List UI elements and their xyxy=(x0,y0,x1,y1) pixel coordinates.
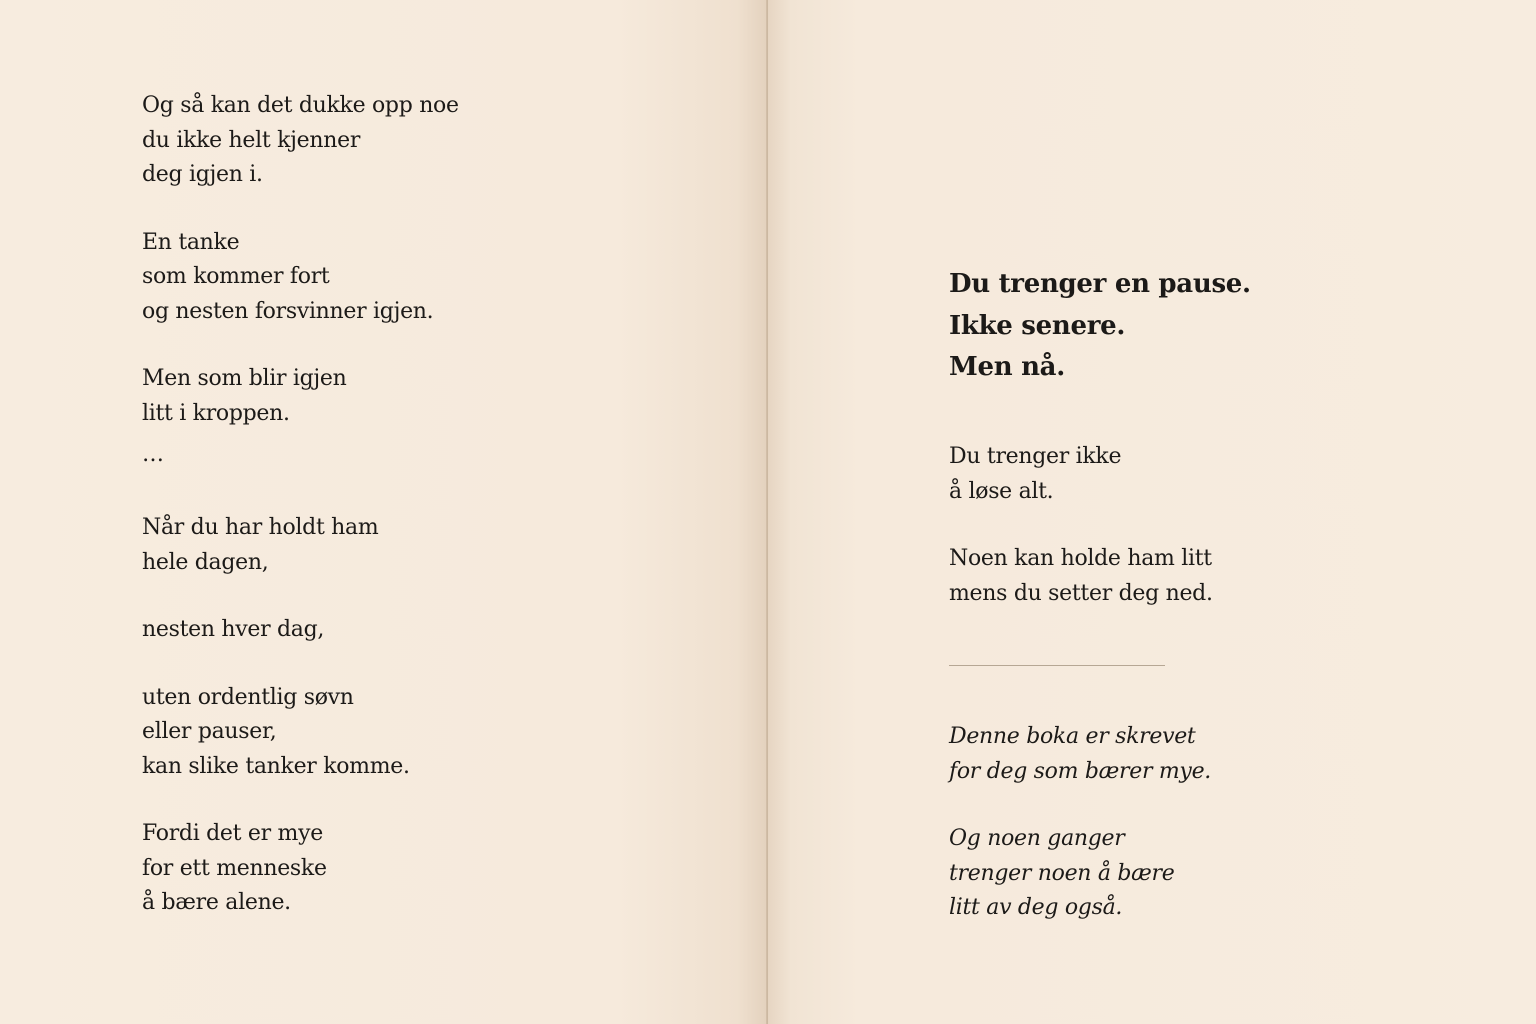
poem-line: Når du har holdt ham xyxy=(142,515,379,540)
poem-line: nesten hver dag, xyxy=(142,617,325,642)
poem-line: for ett menneske xyxy=(142,855,327,881)
poem-line: litt i kroppen. xyxy=(142,400,290,426)
poem-line: Og så kan det dukke opp noe xyxy=(142,93,459,118)
stanza xyxy=(142,511,459,580)
poem-line: og nesten forsvinner igjen. xyxy=(142,298,434,324)
poem-line: Fordi det er mye xyxy=(142,821,323,846)
dedication-line: Og noen ganger xyxy=(949,826,1125,851)
poem-line: som kommer fort xyxy=(142,264,330,289)
poem-line: hele dagen, xyxy=(142,549,269,575)
left-poem xyxy=(142,89,459,954)
dedication-line: trenger noen å bære xyxy=(949,860,1175,886)
horizontal-divider xyxy=(949,665,1165,666)
stanza xyxy=(142,613,459,648)
poem-line: mens du setter deg ned. xyxy=(949,580,1213,606)
dedication-line: litt av deg også. xyxy=(949,895,1123,920)
poem-line: Noen kan holde ham litt xyxy=(949,546,1212,571)
heading-line: Ikke senere. xyxy=(949,310,1126,341)
stanza xyxy=(949,720,1211,789)
right-heading xyxy=(949,264,1251,389)
poem-line: uten ordentlig søvn xyxy=(142,684,354,710)
heading-line: Du trenger en pause. xyxy=(949,269,1251,299)
stanza xyxy=(142,817,459,921)
stanza xyxy=(949,542,1213,611)
heading-line: Men nå. xyxy=(949,352,1065,382)
stanza xyxy=(142,362,459,431)
dedication-line: for deg som bærer mye. xyxy=(949,758,1211,784)
stanza xyxy=(949,822,1211,926)
stanza xyxy=(142,89,459,193)
dedication-line: Denne boka er skrevet xyxy=(949,724,1196,749)
stanza xyxy=(949,440,1213,509)
poem-line: eller pauser, xyxy=(142,719,277,744)
dedication xyxy=(949,720,1211,959)
poem-line: kan slike tanker komme. xyxy=(142,753,410,779)
stanza xyxy=(142,226,459,330)
right-poem xyxy=(949,440,1213,644)
poem-line: En tanke xyxy=(142,229,240,255)
poem-line: deg igjen i. xyxy=(142,162,263,187)
poem-line: Du trenger ikke xyxy=(949,444,1122,469)
poem-line: å bære alene. xyxy=(142,890,291,915)
poem-line: Men som blir igjen xyxy=(142,366,347,391)
stanza xyxy=(142,681,459,785)
poem-line: du ikke helt kjenner xyxy=(142,127,361,153)
poem-line: å løse alt. xyxy=(949,478,1054,504)
ellipsis-separator: … xyxy=(142,442,164,467)
